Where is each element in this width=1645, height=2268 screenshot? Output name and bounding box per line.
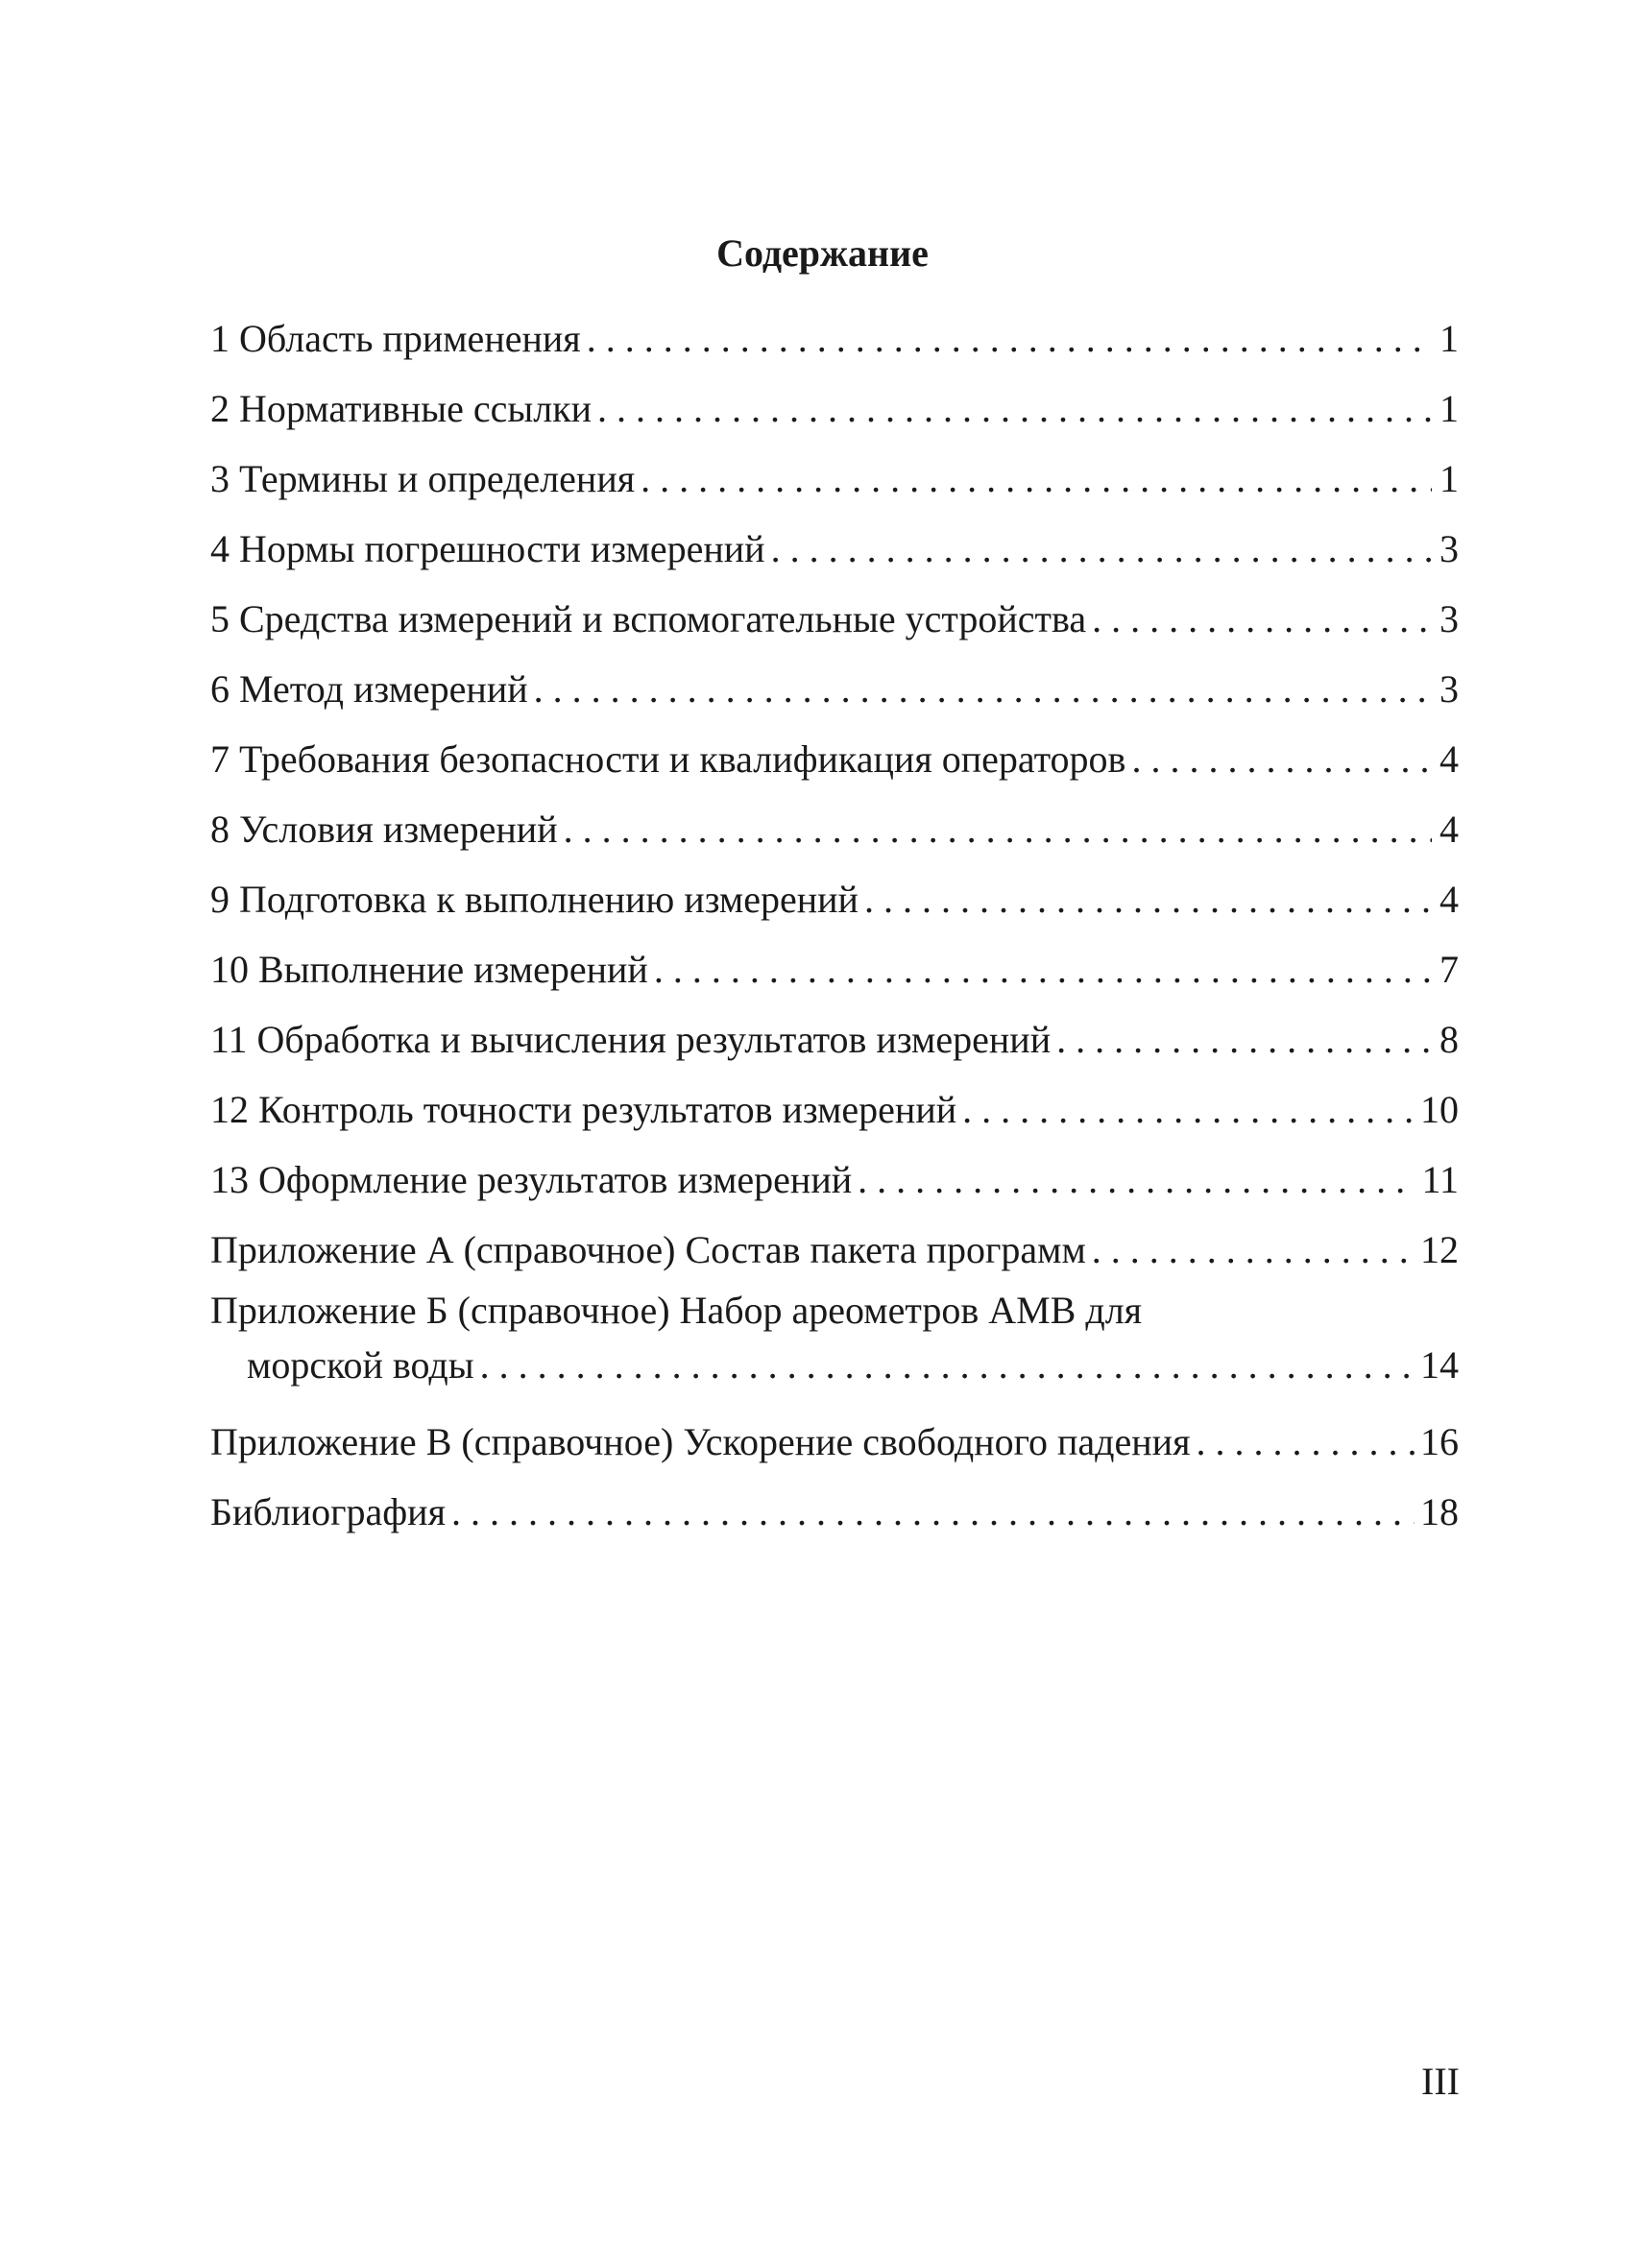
toc-entry-page: 4 — [1439, 878, 1459, 921]
toc-entry-title: 13 Оформление результатов измерений — [210, 1158, 853, 1201]
toc-entry-title: 9 Подготовка к выполнению измерений — [210, 878, 859, 921]
toc-entry-page: 10 — [1420, 1088, 1459, 1131]
table-of-contents — [210, 303, 1459, 1547]
toc-entry-title: 11 Обработка и вычисления результатов измерений — [210, 1018, 1052, 1061]
toc-entry[interactable] — [210, 303, 1459, 374]
toc-entry[interactable] — [210, 1407, 1459, 1477]
toc-entry-title: 6 Метод измерений — [210, 667, 528, 711]
toc-entry-page: 8 — [1439, 1018, 1459, 1061]
toc-entry-title: 3 Термины и определения — [210, 457, 636, 500]
toc-entry[interactable] — [210, 374, 1459, 444]
toc-entry-page: 12 — [1420, 1228, 1459, 1271]
toc-entry[interactable] — [210, 654, 1459, 724]
toc-entry-page: 18 — [1420, 1490, 1459, 1533]
toc-entry[interactable] — [210, 514, 1459, 584]
toc-entry-title: 8 Условия измерений — [210, 808, 558, 851]
toc-entry-title: 7 Требования безопасности и квалификация операторов — [210, 737, 1126, 781]
toc-entry-page: 7 — [1439, 948, 1459, 991]
toc-entry[interactable] — [210, 1074, 1459, 1145]
toc-entry-title: 1 Область применения — [210, 317, 581, 360]
toc-entry-page: 4 — [1439, 808, 1459, 851]
toc-entry-page: 1 — [1439, 387, 1459, 430]
toc-entry[interactable] — [210, 1477, 1459, 1547]
toc-entry-page: 11 — [1421, 1158, 1459, 1201]
dot-leader — [587, 303, 1432, 374]
toc-entry[interactable] — [210, 794, 1459, 864]
toc-entry-page: 3 — [1439, 667, 1459, 711]
dot-leader — [480, 1337, 1415, 1394]
toc-entry-title-continuation: морской воды — [247, 1343, 474, 1387]
toc-entry-title: 4 Нормы погрешности измерений — [210, 527, 765, 570]
toc-entry[interactable] — [210, 1004, 1459, 1074]
dot-leader — [1092, 1215, 1415, 1285]
dot-leader — [962, 1074, 1415, 1145]
toc-entry-page: 1 — [1439, 317, 1459, 360]
dot-leader — [451, 1477, 1415, 1547]
toc-entry[interactable] — [210, 934, 1459, 1004]
dot-leader — [654, 934, 1432, 1004]
toc-entry-title: 5 Средства измерений и вспомогательные устройства — [210, 597, 1087, 640]
toc-entry-title: 2 Нормативные ссылки — [210, 387, 593, 430]
dot-leader — [1196, 1407, 1415, 1477]
toc-entry-title: Библиография — [210, 1490, 446, 1533]
toc-entry[interactable] — [210, 1215, 1459, 1285]
toc-entry[interactable] — [210, 584, 1459, 654]
toc-entry-title: Приложение В (справочное) Ускорение свободного падения — [210, 1420, 1191, 1463]
dot-leader — [564, 794, 1432, 864]
dot-leader — [771, 514, 1432, 584]
toc-entry-page: 4 — [1439, 737, 1459, 781]
dot-leader — [1056, 1004, 1432, 1074]
toc-entry-page: 1 — [1439, 457, 1459, 500]
dot-leader — [1131, 724, 1432, 794]
toc-entry-page: 16 — [1420, 1420, 1459, 1463]
dot-leader — [597, 374, 1432, 444]
toc-entry-title: Приложение Б (справочное) Набор ареометров АМВ для — [210, 1289, 1143, 1332]
dot-leader — [1092, 584, 1432, 654]
toc-entry-page: 3 — [1439, 527, 1459, 570]
toc-entry-page: 3 — [1439, 597, 1459, 640]
dot-leader — [864, 864, 1432, 934]
toc-entry[interactable] — [210, 864, 1459, 934]
toc-entry[interactable] — [210, 1285, 1459, 1407]
toc-entry-continuation-line — [210, 1337, 1459, 1407]
toc-entry-title: 12 Контроль точности результатов измерений — [210, 1088, 957, 1131]
toc-entry-page: 14 — [1420, 1343, 1459, 1387]
toc-entry-title: Приложение А (справочное) Состав пакета программ — [210, 1228, 1086, 1271]
toc-entry[interactable] — [210, 1145, 1459, 1215]
page-number: III — [1421, 2060, 1460, 2103]
toc-entry-title: 10 Выполнение измерений — [210, 948, 648, 991]
toc-title: Содержание — [716, 231, 929, 275]
toc-entry[interactable] — [210, 724, 1459, 794]
toc-entry[interactable] — [210, 444, 1459, 514]
dot-leader — [858, 1145, 1415, 1215]
dot-leader — [534, 654, 1432, 724]
dot-leader — [641, 444, 1432, 514]
